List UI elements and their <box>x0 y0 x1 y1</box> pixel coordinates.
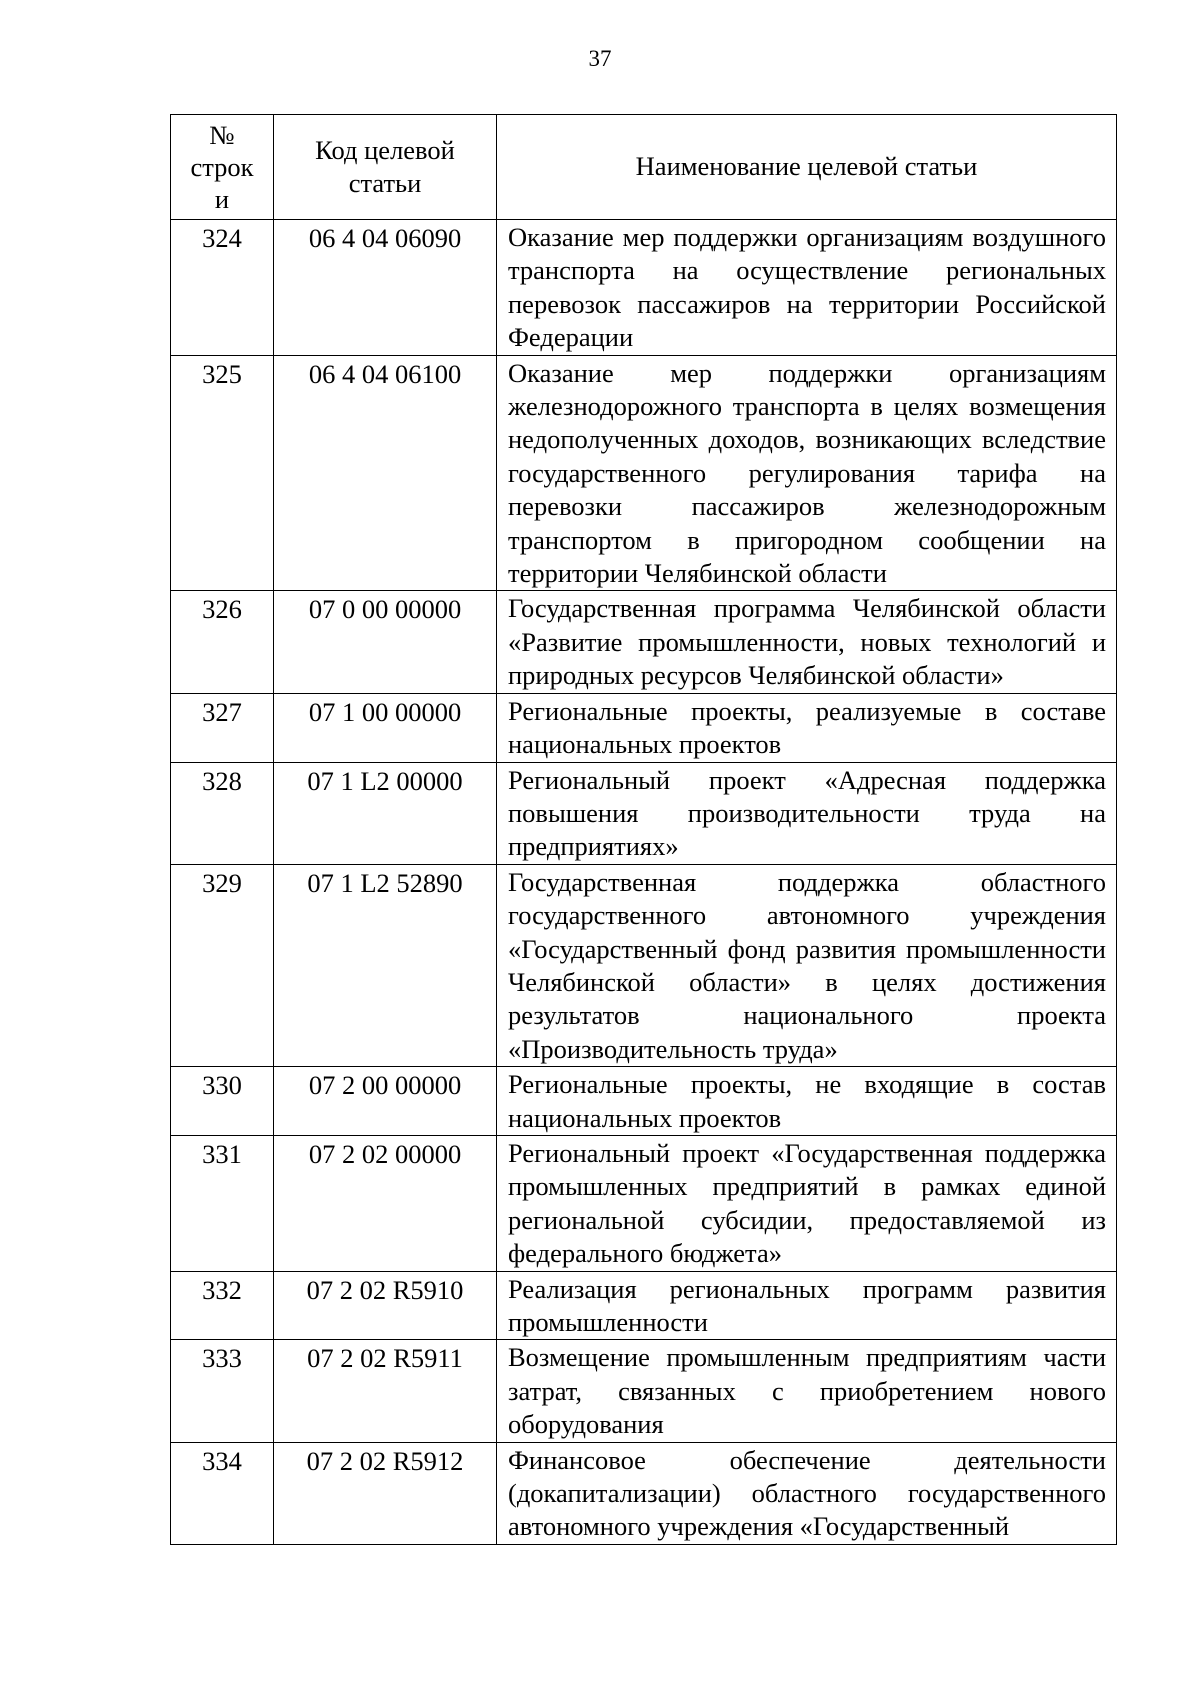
row-code-cell <box>274 1067 497 1136</box>
row-code: 06 4 04 06100 <box>308 358 462 389</box>
row-number-cell <box>171 220 274 356</box>
row-name: Региональные проекты, не входящие в состав национальных проектов <box>508 1069 1106 1133</box>
target-articles-table <box>170 114 1117 1545</box>
row-number: 329 <box>202 867 242 898</box>
row-name-cell <box>497 355 1117 591</box>
table-row <box>171 693 1117 762</box>
row-name-cell <box>497 1340 1117 1442</box>
header-num-line: строк <box>190 152 254 182</box>
header-num-line: № <box>209 120 235 150</box>
row-code: 07 2 00 00000 <box>308 1070 462 1101</box>
table-row <box>171 591 1117 693</box>
header-code-line: статьи <box>348 168 422 198</box>
row-code-cell <box>274 220 497 356</box>
header-code <box>274 115 497 220</box>
row-name-cell <box>497 1442 1117 1544</box>
row-name: Возмещение промышленным предприятиям части затрат, связанных с приобретением нового оборудования <box>508 1342 1106 1440</box>
row-name-cell <box>497 1067 1117 1136</box>
row-name: Государственная поддержка областного государственного автономного учреждения «Государственный фонд развития промышленности Челябинской области» в целях достижения результатов национального проекта «Производительность труда» <box>508 866 1106 1064</box>
row-name-cell <box>497 762 1117 864</box>
table-row <box>171 1442 1117 1544</box>
row-code-cell <box>274 591 497 693</box>
row-code-cell <box>274 1135 497 1271</box>
row-code: 07 1 00 00000 <box>308 696 462 727</box>
header-row-number <box>171 115 274 220</box>
row-name-cell <box>497 220 1117 356</box>
row-name: Региональный проект «Адресная поддержка повышения производительности труда на предприятиях» <box>508 764 1106 862</box>
row-name: Реализация региональных программ развития промышленности <box>508 1273 1106 1337</box>
row-number: 331 <box>202 1138 242 1169</box>
row-number-cell <box>171 864 274 1066</box>
row-number-cell <box>171 1135 274 1271</box>
table-row <box>171 355 1117 591</box>
table-row <box>171 762 1117 864</box>
row-number-cell <box>171 693 274 762</box>
row-name-cell <box>497 1135 1117 1271</box>
table-row <box>171 1135 1117 1271</box>
row-number: 327 <box>202 696 242 727</box>
table-row <box>171 220 1117 356</box>
row-number-cell <box>171 591 274 693</box>
row-name: Государственная программа Челябинской области «Развитие промышленности, новых технологий и природных ресурсов Челябинской области» <box>508 593 1106 691</box>
row-number: 324 <box>202 223 242 253</box>
table-header-row <box>171 115 1117 220</box>
row-number: 332 <box>202 1274 242 1305</box>
row-number-cell <box>171 1442 274 1544</box>
row-name: Региональный проект «Государственная поддержка промышленных предприятий в рамках единой региональной субсидии, предоставляемой из федерального бюджета» <box>508 1137 1106 1269</box>
row-code-cell <box>274 1271 497 1340</box>
row-code: 07 2 02 R5910 <box>306 1274 464 1305</box>
row-code: 07 1 L2 52890 <box>307 867 463 898</box>
header-code-line: Код целевой <box>315 134 455 165</box>
row-name: Финансовое обеспечение деятельности (докапитализации) областного государственного автономного учреждения «Государственный <box>508 1444 1106 1542</box>
page-number: 37 <box>588 46 612 71</box>
row-code: 07 2 02 00000 <box>308 1138 462 1169</box>
table-row <box>171 1067 1117 1136</box>
header-name-text: Наименование целевой статьи <box>635 151 978 182</box>
row-name: Оказание мер поддержки организациям железнодорожного транспорта в целях возмещения недополученных доходов, возникающих вследствие государственного регулирования тарифа на перевозки пассажиров железнодорожным транспортом в пригородном сообщении на территории Челябинской области <box>508 357 1106 589</box>
row-number: 333 <box>202 1343 242 1374</box>
row-number: 325 <box>202 358 242 389</box>
row-number: 326 <box>202 594 242 625</box>
row-code-cell <box>274 864 497 1066</box>
row-code-cell <box>274 693 497 762</box>
table-row <box>171 1271 1117 1340</box>
row-code: 07 1 L2 00000 <box>307 765 463 796</box>
row-number: 334 <box>202 1445 242 1476</box>
row-code: 06 4 04 06090 <box>308 223 462 253</box>
row-name-cell <box>497 693 1117 762</box>
row-number-cell <box>171 1340 274 1442</box>
header-num-line: и <box>214 184 230 214</box>
row-number: 328 <box>202 765 242 796</box>
row-code: 07 0 00 00000 <box>308 594 462 625</box>
row-number-cell <box>171 355 274 591</box>
row-name-cell <box>497 591 1117 693</box>
row-name: Региональные проекты, реализуемые в составе национальных проектов <box>508 695 1106 760</box>
row-code: 07 2 02 R5911 <box>307 1343 463 1374</box>
row-number-cell <box>171 762 274 864</box>
row-number-cell <box>171 1271 274 1340</box>
row-name-cell <box>497 1271 1117 1340</box>
row-number-cell <box>171 1067 274 1136</box>
row-name: Оказание мер поддержки организациям воздушного транспорта на осуществление региональных перевозок пассажиров на территории Российской Федерации <box>508 222 1106 353</box>
row-code-cell <box>274 1340 497 1442</box>
row-code: 07 2 02 R5912 <box>306 1445 464 1476</box>
row-name-cell <box>497 864 1117 1066</box>
row-number: 330 <box>202 1070 242 1101</box>
table-row <box>171 864 1117 1066</box>
header-name <box>497 115 1117 220</box>
row-code-cell <box>274 762 497 864</box>
row-code-cell <box>274 1442 497 1544</box>
table-row <box>171 1340 1117 1442</box>
row-code-cell <box>274 355 497 591</box>
